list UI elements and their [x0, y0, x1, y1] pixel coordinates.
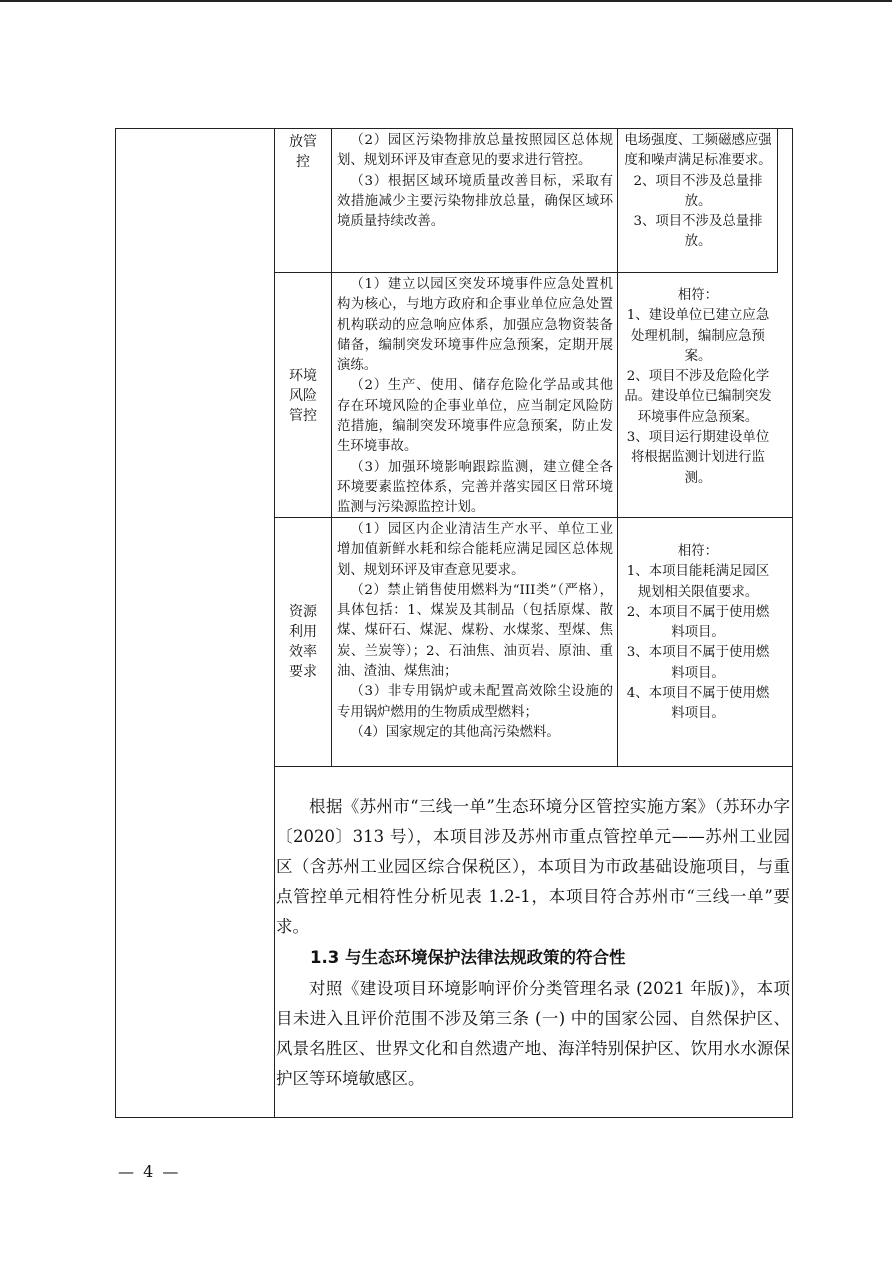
paragraph-1: [276, 792, 790, 942]
requirement-item: （3）加强环境影响跟踪监测，建立健全各环境要素监控体系，完善并落实园区日常环境监测与污染源监控计划。: [337, 459, 613, 516]
requirement-item: （1）建立以园区突发环境事件应急处置机构为核心，与地方政府和企事业单位应急处置机构联动的应急响应体系，加强应急物资装备储备，编制突发环境事件应急预案，定期开展演练。: [337, 277, 613, 374]
result-item: 2、项目不涉及危险化学品。建设单位已编制突发环境事件应急预案。: [624, 369, 772, 425]
result-item: 2、本项目不属于使用燃料项目。: [626, 604, 770, 641]
result-item: 相符：: [677, 544, 719, 559]
requirement-cell: [337, 131, 613, 232]
col-divider-result: [617, 128, 618, 766]
col-divider-category: [331, 128, 332, 766]
result-item: 电场强度、工频磁感应强度和噪声满足标准要求。: [624, 133, 772, 169]
requirement-item: （2）禁止销售使用燃料为“III类”（严格），具体包括：1、煤炭及其制品（包括原煤、散煤、煤矸石、煤泥、煤粉、水煤浆、型煤、焦炭、兰炭等）；2、石油焦、油页岩、原油、重油、渣油、煤焦油；: [337, 582, 613, 680]
page-number: — 4 —: [118, 1162, 181, 1181]
result-cell: [623, 286, 773, 489]
section-heading: 1.3 与生态环境保护法律法规政策的符合性: [310, 948, 626, 967]
requirement-cell: [337, 275, 613, 519]
result-item: 相符：: [677, 288, 719, 303]
requirement-item: （2）园区污染物排放总量按照园区总体规划、规划环评及审查意见的要求进行管控。: [337, 133, 613, 169]
result-item: 1、建设单位已建立应急处理机制，编制应急预案。: [626, 308, 770, 364]
requirement-item: （3）根据区域环境质量改善目标，采取有效措施减少主要污染物排放总量，确保区域环境质量持续改善。: [337, 173, 613, 230]
row-divider-1: [274, 272, 778, 273]
result-item: 4、本项目不属于使用燃料项目。: [626, 686, 770, 722]
result-item: 2、项目不涉及总量排放。: [633, 173, 763, 209]
col-divider-right-inner: [777, 128, 778, 272]
result-cell: [623, 542, 773, 725]
requirement-cell: [337, 520, 613, 743]
top-rule: [0, 0, 892, 2]
col-divider-left: [274, 128, 275, 1118]
category-cell: 放管控: [289, 134, 317, 170]
requirement-item: （1）园区内企业清洁生产水平、单位工业增加值新鲜水耗和综合能耗应满足园区总体规划、规划环评及审查意见要求。: [337, 522, 613, 578]
category-cell: 环境风险管控: [289, 368, 317, 424]
row-divider-3: [274, 766, 793, 767]
requirement-item: （2）生产、使用、储存危险化学品或其他存在环境风险的企事业单位，应当制定风险防范措施，编制突发环境事件应急预案，防止发生环境事故。: [337, 378, 613, 455]
result-item: 3、本项目不属于使用燃料项目。: [626, 645, 770, 681]
paragraph-2-text: 对照《建设项目环境影响评价分类管理名录 (2021 年版)》，本项目未进入且评价范围不涉及第三条 (一) 中的国家公园、自然保护区、风景名胜区、世界文化和自然遗产地、海洋特别保护区、饮用水水源保护区等环境敏感区。: [276, 979, 790, 1088]
result-item: 3、项目运行期建设单位将根据监测计划进行监测。: [626, 430, 770, 486]
category-cell: 资源利用效率要求: [289, 604, 317, 680]
paragraph-1-text: 根据《苏州市“三线一单”生态环境分区管控实施方案》（苏环办字〔2020〕313 号），本项目涉及苏州市重点管控单元——苏州工业园区（含苏州工业园区综合保税区），本项目为市政基础设施项目，与重点管控单元相符性分析见表 1.2-1，本项目符合苏州市“三线一单”要求。: [276, 797, 790, 936]
result-cell: [623, 131, 773, 253]
result-item: 1、本项目能耗满足园区规划相关限值要求。: [626, 564, 770, 600]
requirement-item: （4）国家规定的其他高污染燃料。: [350, 724, 560, 740]
requirement-item: （3）非专用锅炉或未配置高效除尘设施的专用锅炉燃用的生物质成型燃料；: [337, 684, 613, 720]
result-item: 3、项目不涉及总量排放。: [633, 214, 763, 250]
paragraph-2: [276, 974, 790, 1094]
